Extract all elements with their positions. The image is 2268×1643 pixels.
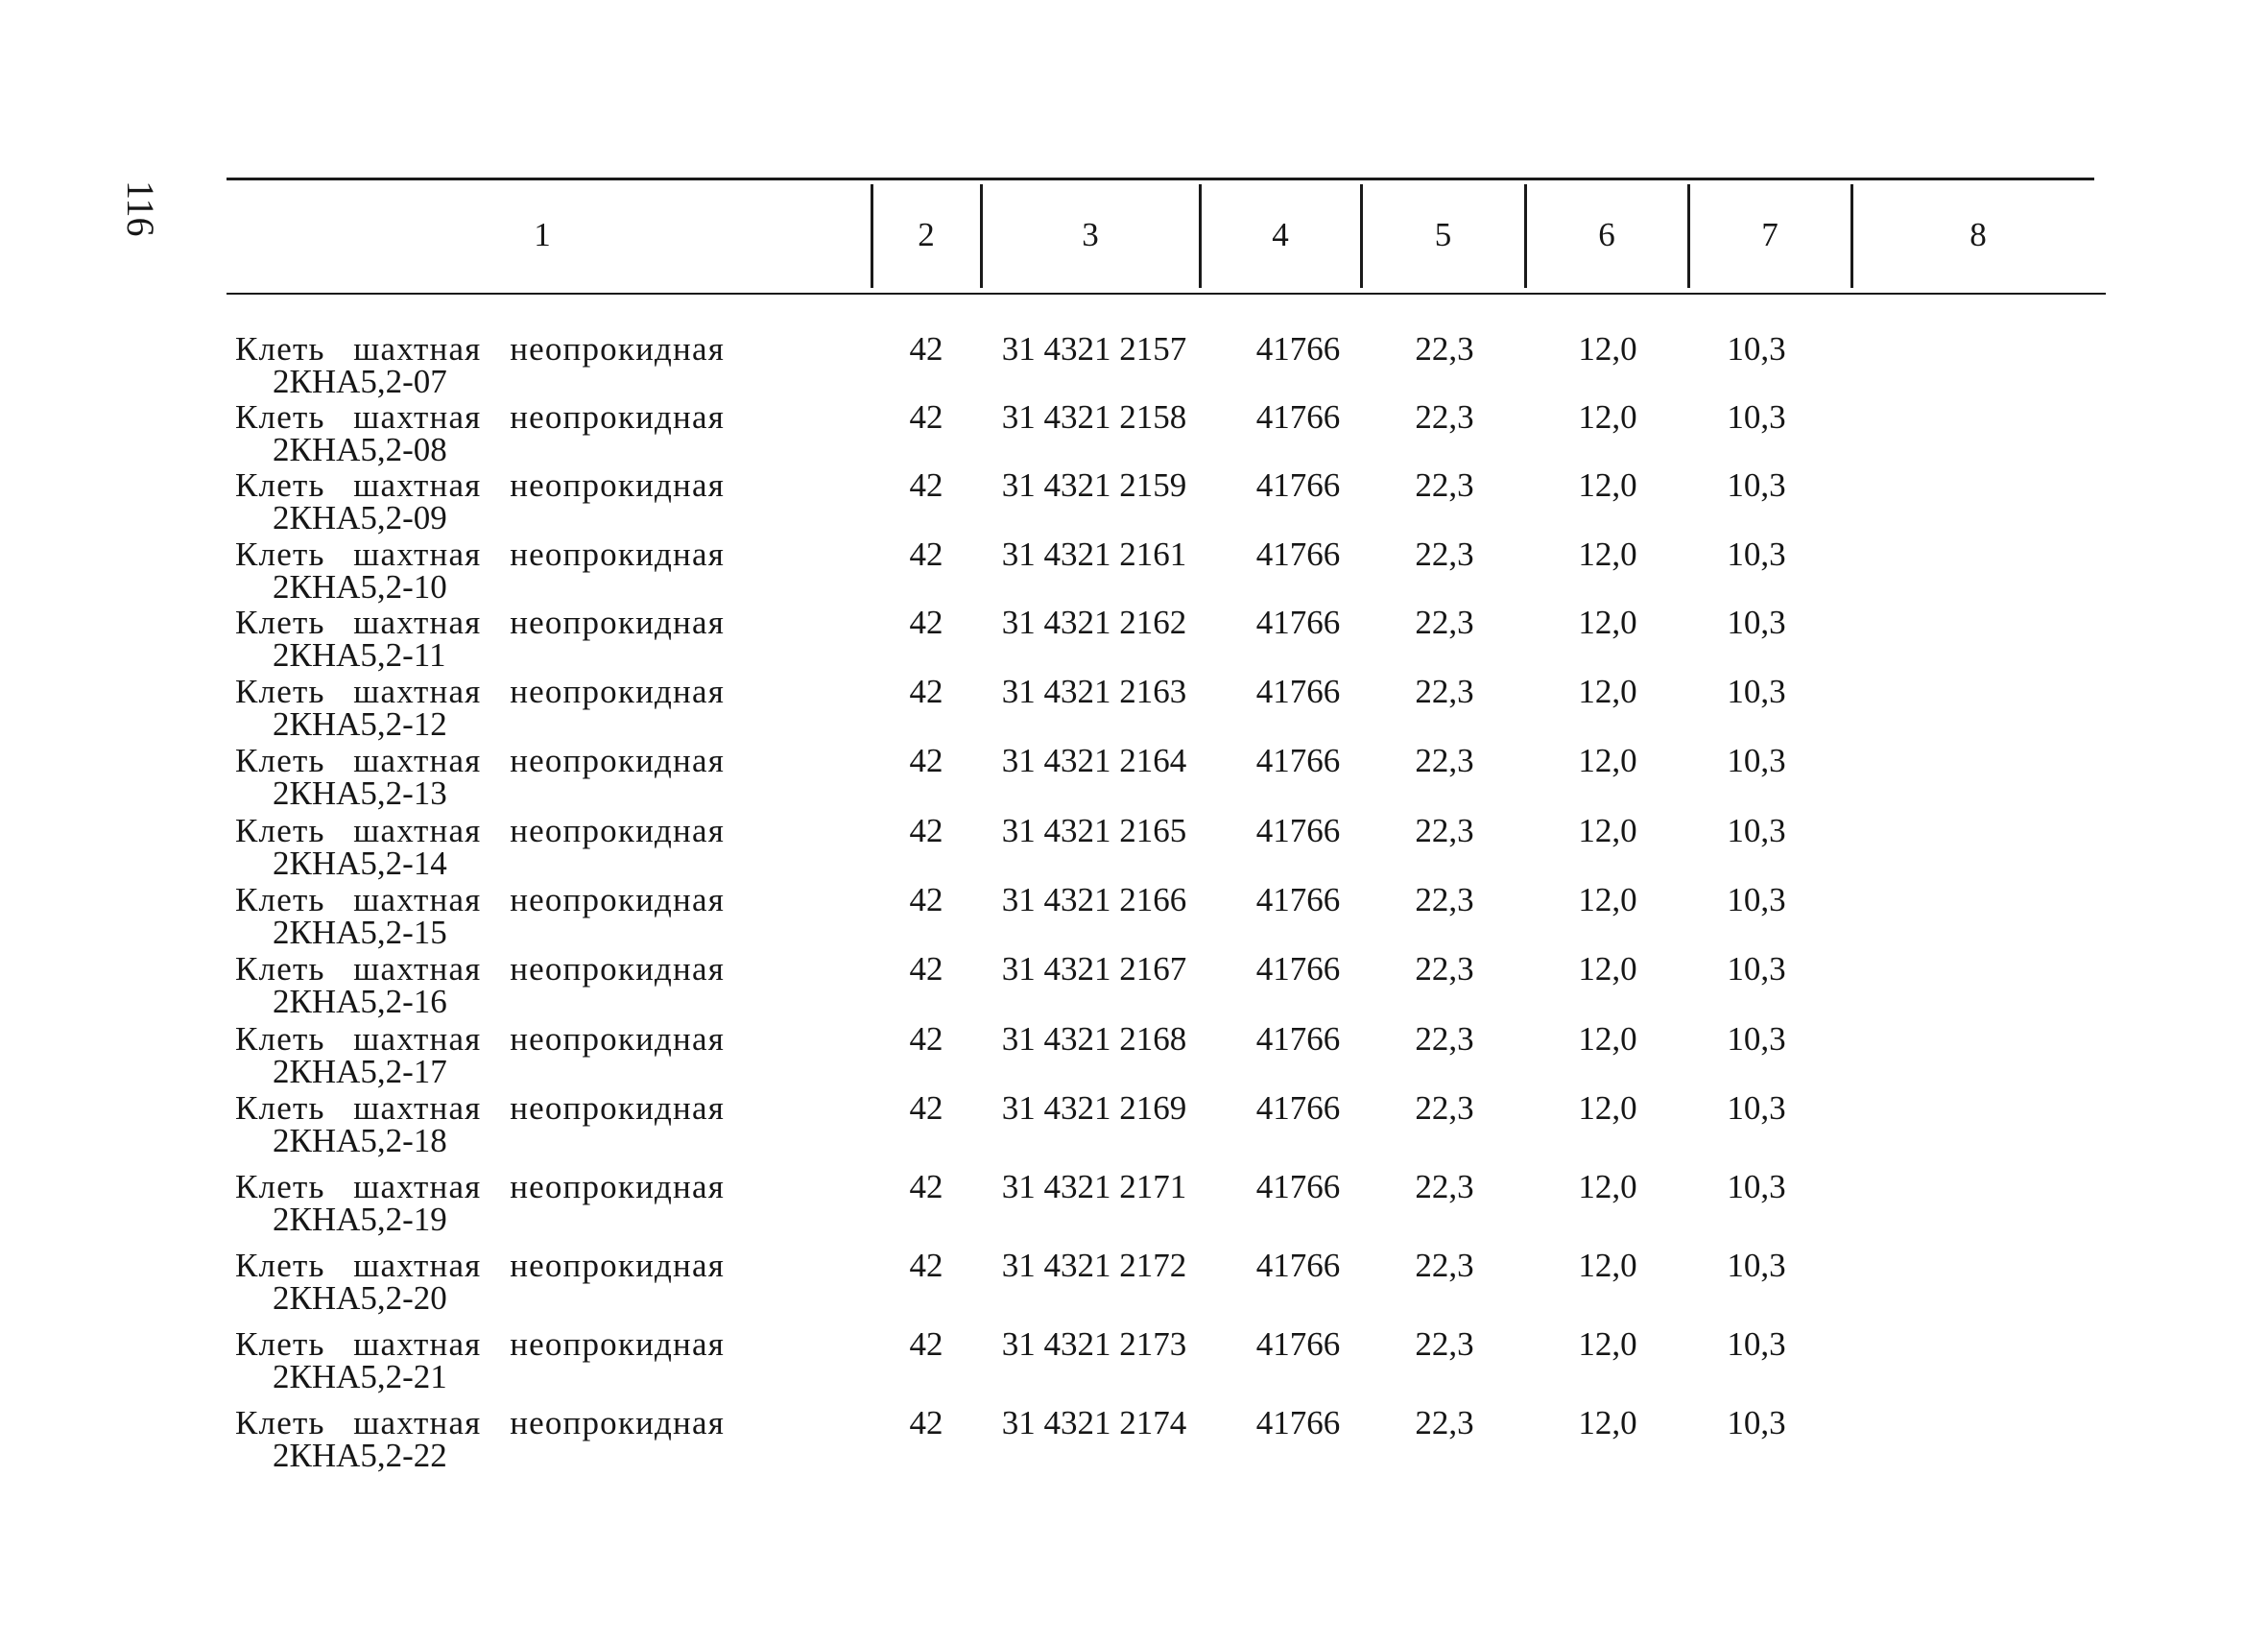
table-cell-col-7: 10,3: [1727, 1325, 1786, 1363]
table-cell-col-2: 42: [909, 673, 943, 710]
table-cell-col-3: 31 4321 2168: [1001, 1020, 1187, 1058]
table-cell-col-7: 10,3: [1727, 742, 1786, 779]
item-description: [235, 814, 734, 880]
table-cell-col-3: 31 4321 2159: [1001, 466, 1187, 504]
column-header-4: 4: [1272, 216, 1289, 253]
table-cell-col-7: 10,3: [1727, 1089, 1786, 1127]
table-cell-col-5: 22,3: [1415, 604, 1474, 641]
table-row: [0, 400, 2268, 469]
item-code: 2КНА5,2-17: [273, 1053, 447, 1090]
item-name: Клеть шахтная неопрокидная: [235, 742, 725, 779]
table-cell-col-6: 12,0: [1578, 812, 1637, 849]
table-cell-col-7: 10,3: [1727, 604, 1786, 641]
table-row: [0, 537, 2268, 607]
table-cell-col-4: 41766: [1255, 604, 1341, 641]
table-cell-col-4: 41766: [1255, 1020, 1341, 1058]
table-cell-col-2: 42: [909, 950, 943, 988]
table-cell-col-3: 31 4321 2172: [1001, 1247, 1187, 1284]
table-cell-col-5: 22,3: [1415, 1325, 1474, 1363]
table-cell-col-2: 42: [909, 398, 943, 436]
item-description: [235, 1091, 734, 1157]
page-number: 116: [119, 180, 162, 237]
column-header-3: 3: [1082, 216, 1099, 253]
table-cell-col-6: 12,0: [1578, 330, 1637, 368]
table-cell-col-4: 41766: [1255, 881, 1341, 918]
item-name: Клеть шахтная неопрокидная: [235, 466, 725, 504]
table-cell-col-4: 41766: [1255, 398, 1341, 436]
table-cell-col-3: 31 4321 2158: [1001, 398, 1187, 436]
table-top-rule: [227, 178, 2094, 180]
table-row: [0, 468, 2268, 537]
item-name: Клеть шахтная неопрокидная: [235, 1020, 725, 1058]
item-code: 2КНА5,2-21: [273, 1358, 447, 1395]
table-cell-col-2: 42: [909, 742, 943, 779]
item-description: [235, 1406, 734, 1472]
item-code: 2КНА5,2-16: [273, 983, 447, 1020]
table-cell-col-5: 22,3: [1415, 1247, 1474, 1284]
table-row: [0, 606, 2268, 675]
item-name: Клеть шахтная неопрокидная: [235, 1089, 725, 1127]
table-cell-col-5: 22,3: [1415, 1020, 1474, 1058]
item-name: Клеть шахтная неопрокидная: [235, 536, 725, 573]
column-header-6: 6: [1598, 216, 1615, 253]
item-code: 2КНА5,2-14: [273, 845, 447, 882]
column-header-8: 8: [1970, 216, 1987, 253]
table-cell-col-7: 10,3: [1727, 881, 1786, 918]
item-description: [235, 1022, 734, 1088]
table-cell-col-6: 12,0: [1578, 1404, 1637, 1441]
table-cell-col-7: 10,3: [1727, 1247, 1786, 1284]
table-row: [0, 1406, 2268, 1475]
item-code: 2КНА5,2-10: [273, 568, 447, 606]
item-description: [235, 883, 734, 949]
table-cell-col-3: 31 4321 2166: [1001, 881, 1187, 918]
table-cell-col-7: 10,3: [1727, 812, 1786, 849]
table-cell-col-5: 22,3: [1415, 1089, 1474, 1127]
table-cell-col-6: 12,0: [1578, 673, 1637, 710]
table-cell-col-3: 31 4321 2169: [1001, 1089, 1187, 1127]
table-cell-col-6: 12,0: [1578, 881, 1637, 918]
table-cell-col-3: 31 4321 2163: [1001, 673, 1187, 710]
table-cell-col-6: 12,0: [1578, 1247, 1637, 1284]
column-header-2: 2: [918, 216, 935, 253]
table-cell-col-7: 10,3: [1727, 1168, 1786, 1205]
table-row: [0, 332, 2268, 401]
table-row: [0, 814, 2268, 883]
table-cell-col-6: 12,0: [1578, 398, 1637, 436]
table-cell-col-7: 10,3: [1727, 673, 1786, 710]
table-cell-col-3: 31 4321 2157: [1001, 330, 1187, 368]
table-cell-col-3: 31 4321 2174: [1001, 1404, 1187, 1441]
table-cell-col-6: 12,0: [1578, 1020, 1637, 1058]
table-cell-col-3: 31 4321 2162: [1001, 604, 1187, 641]
table-cell-col-6: 12,0: [1578, 1089, 1637, 1127]
item-name: Клеть шахтная неопрокидная: [235, 398, 725, 436]
table-row: [0, 952, 2268, 1021]
table-cell-col-4: 41766: [1255, 1089, 1341, 1127]
item-code: 2КНА5,2-18: [273, 1122, 447, 1159]
item-description: [235, 332, 734, 398]
table-cell-col-5: 22,3: [1415, 881, 1474, 918]
table-cell-col-5: 22,3: [1415, 812, 1474, 849]
item-name: Клеть шахтная неопрокидная: [235, 604, 725, 641]
table-cell-col-6: 12,0: [1578, 604, 1637, 641]
column-header-7: 7: [1761, 216, 1779, 253]
table-cell-col-3: 31 4321 2161: [1001, 536, 1187, 573]
table-cell-col-2: 42: [909, 330, 943, 368]
item-name: Клеть шахтная неопрокидная: [235, 812, 725, 849]
item-code: 2КНА5,2-11: [273, 636, 446, 674]
table-cell-col-2: 42: [909, 812, 943, 849]
table-cell-col-7: 10,3: [1727, 1020, 1786, 1058]
item-code: 2КНА5,2-19: [273, 1201, 447, 1238]
table-cell-col-7: 10,3: [1727, 466, 1786, 504]
table-cell-col-5: 22,3: [1415, 1404, 1474, 1441]
item-name: Клеть шахтная неопрокидная: [235, 881, 725, 918]
table-cell-col-3: 31 4321 2167: [1001, 950, 1187, 988]
table-header-rule: [227, 293, 2106, 295]
table-row: [0, 1249, 2268, 1318]
item-name: Клеть шахтная неопрокидная: [235, 1325, 725, 1363]
table-row: [0, 744, 2268, 813]
item-code: 2КНА5,2-13: [273, 774, 447, 812]
item-code: 2КНА5,2-12: [273, 705, 447, 743]
table-cell-col-6: 12,0: [1578, 742, 1637, 779]
table-cell-col-4: 41766: [1255, 536, 1341, 573]
table-cell-col-5: 22,3: [1415, 950, 1474, 988]
table-cell-col-5: 22,3: [1415, 398, 1474, 436]
item-description: [235, 400, 734, 466]
table-cell-col-4: 41766: [1255, 466, 1341, 504]
table-cell-col-2: 42: [909, 1089, 943, 1127]
table-cell-col-6: 12,0: [1578, 466, 1637, 504]
item-description: [235, 744, 734, 810]
table-cell-col-7: 10,3: [1727, 950, 1786, 988]
table-cell-col-4: 41766: [1255, 812, 1341, 849]
table-row: [0, 883, 2268, 952]
table-cell-col-3: 31 4321 2171: [1001, 1168, 1187, 1205]
table-cell-col-5: 22,3: [1415, 1168, 1474, 1205]
item-name: Клеть шахтная неопрокидная: [235, 1168, 725, 1205]
table-cell-col-4: 41766: [1255, 742, 1341, 779]
table-cell-col-6: 12,0: [1578, 1325, 1637, 1363]
item-description: [235, 1327, 734, 1393]
item-code: 2КНА5,2-15: [273, 914, 447, 951]
table-cell-col-7: 10,3: [1727, 1404, 1786, 1441]
table-cell-col-4: 41766: [1255, 673, 1341, 710]
item-name: Клеть шахтная неопрокидная: [235, 330, 725, 368]
table-cell-col-2: 42: [909, 1247, 943, 1284]
table-cell-col-2: 42: [909, 1404, 943, 1441]
table-row: [0, 1091, 2268, 1160]
table-row: [0, 1022, 2268, 1091]
table-cell-col-5: 22,3: [1415, 330, 1474, 368]
table-cell-col-3: 31 4321 2165: [1001, 812, 1187, 849]
table-row: [0, 1327, 2268, 1396]
table-cell-col-4: 41766: [1255, 950, 1341, 988]
table-cell-col-4: 41766: [1255, 1404, 1341, 1441]
table-cell-col-4: 41766: [1255, 1168, 1341, 1205]
table-cell-col-7: 10,3: [1727, 330, 1786, 368]
item-code: 2КНА5,2-09: [273, 499, 447, 536]
table-cell-col-5: 22,3: [1415, 742, 1474, 779]
item-code: 2КНА5,2-22: [273, 1437, 447, 1474]
table-cell-col-3: 31 4321 2173: [1001, 1325, 1187, 1363]
table-cell-col-4: 41766: [1255, 330, 1341, 368]
table-cell-col-2: 42: [909, 536, 943, 573]
item-description: [235, 537, 734, 604]
item-name: Клеть шахтная неопрокидная: [235, 950, 725, 988]
item-description: [235, 606, 734, 672]
item-description: [235, 468, 734, 535]
item-code: 2КНА5,2-08: [273, 431, 447, 468]
table-cell-col-2: 42: [909, 1020, 943, 1058]
item-name: Клеть шахтная неопрокидная: [235, 1247, 725, 1284]
table-cell-col-7: 10,3: [1727, 536, 1786, 573]
column-header-5: 5: [1434, 216, 1452, 253]
item-description: [235, 1170, 734, 1236]
table-cell-col-2: 42: [909, 1168, 943, 1205]
item-description: [235, 675, 734, 741]
item-code: 2КНА5,2-20: [273, 1279, 447, 1317]
table-cell-col-2: 42: [909, 1325, 943, 1363]
table-cell-col-3: 31 4321 2164: [1001, 742, 1187, 779]
column-header-1: 1: [534, 216, 551, 253]
table-cell-col-2: 42: [909, 881, 943, 918]
table-cell-col-5: 22,3: [1415, 536, 1474, 573]
table-cell-col-6: 12,0: [1578, 1168, 1637, 1205]
table-cell-col-4: 41766: [1255, 1247, 1341, 1284]
table-row: [0, 675, 2268, 744]
item-name: Клеть шахтная неопрокидная: [235, 673, 725, 710]
table-cell-col-2: 42: [909, 604, 943, 641]
item-description: [235, 952, 734, 1018]
item-code: 2КНА5,2-07: [273, 363, 447, 400]
item-name: Клеть шахтная неопрокидная: [235, 1404, 725, 1441]
table-row: [0, 1170, 2268, 1239]
table-cell-col-6: 12,0: [1578, 950, 1637, 988]
table-cell-col-2: 42: [909, 466, 943, 504]
table-cell-col-4: 41766: [1255, 1325, 1341, 1363]
table-cell-col-5: 22,3: [1415, 673, 1474, 710]
table-cell-col-6: 12,0: [1578, 536, 1637, 573]
item-description: [235, 1249, 734, 1315]
table-cell-col-5: 22,3: [1415, 466, 1474, 504]
table-cell-col-7: 10,3: [1727, 398, 1786, 436]
